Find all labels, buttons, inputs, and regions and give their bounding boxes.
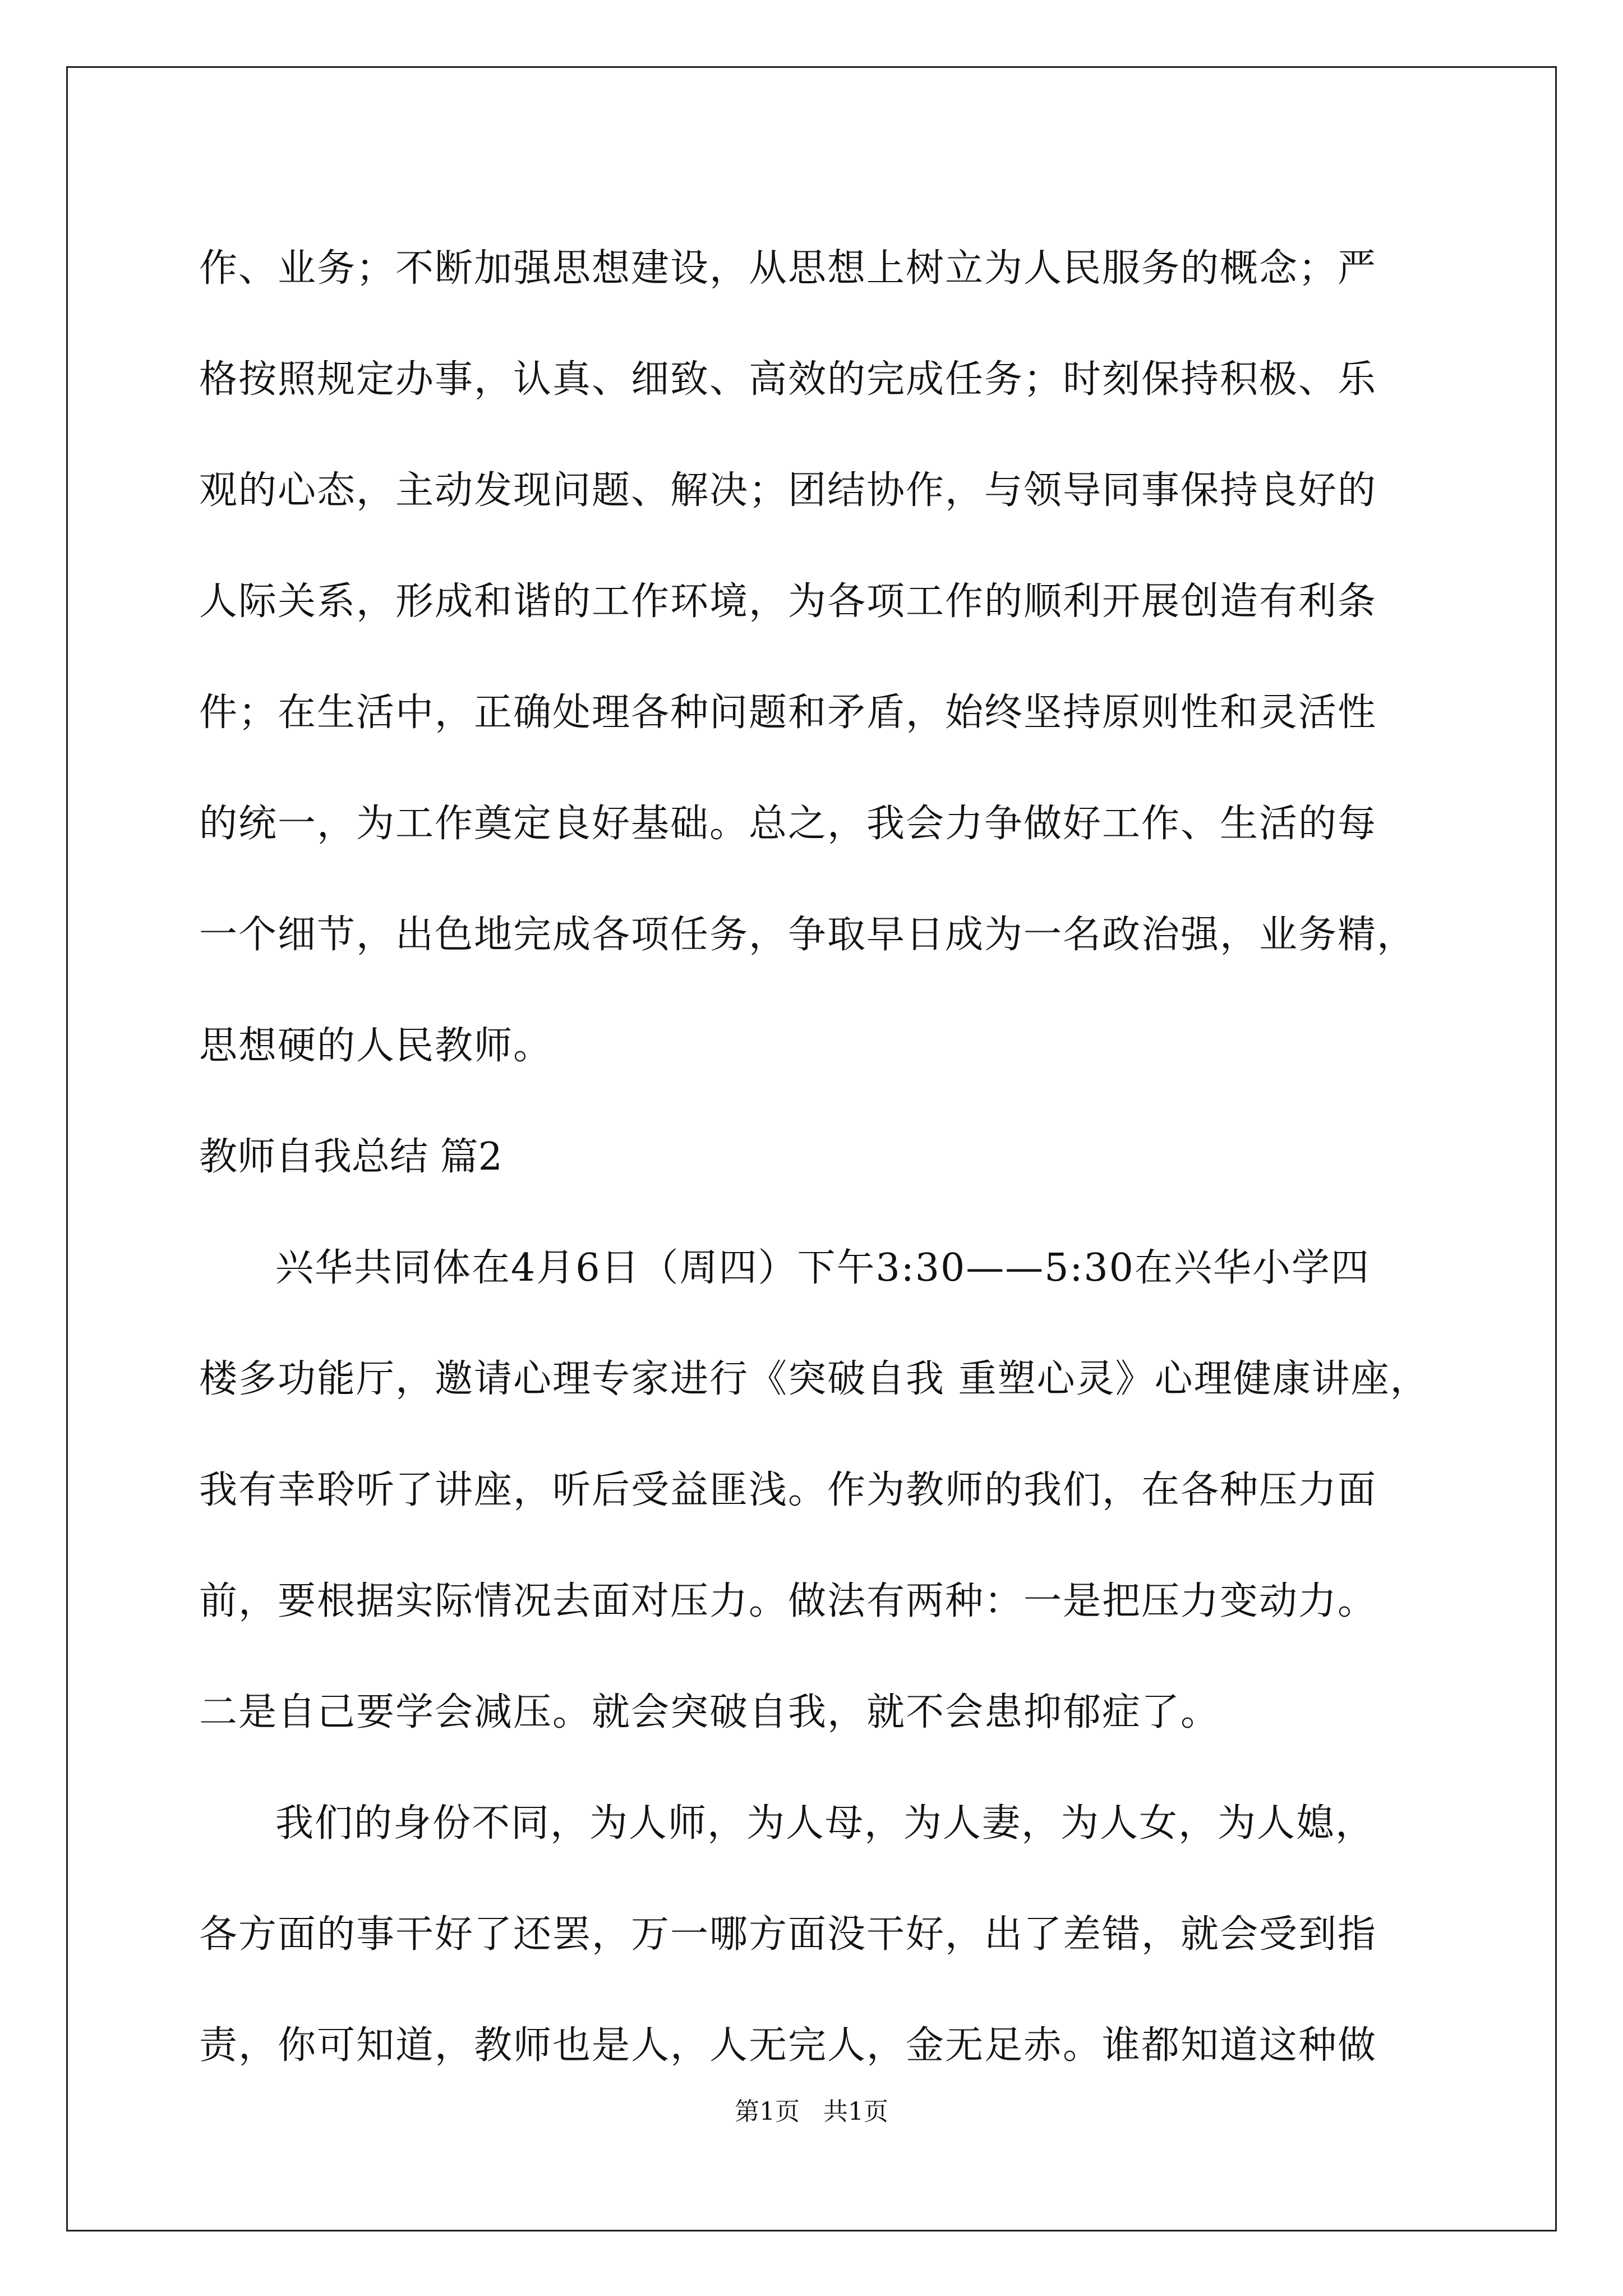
text-line: 一个细节，出色地完成各项任务，争取早日成为一名政治强，业务精， [199,913,1417,957]
text-line: 作、业务；不断加强思想建设，从思想上树立为人民服务的概念；严 [199,246,1377,291]
text-line: 前，要根据实际情况去面对压力。做法有两种：一是把压力变动力。 [199,1579,1377,1623]
text-line: 的统一，为工作奠定良好基础。总之，我会力争做好工作、生活的每 [199,802,1377,846]
paragraph-first-line: 兴华共同体在4月6日（周四）下午3:30——5:30在兴华小学四 [275,1246,1370,1290]
document-body [199,213,1478,2101]
text-line: 思想硬的人民教师。 [199,1024,553,1068]
text-line: 观的心态，主动发现问题、解决；团结协作，与领导同事保持良好的 [199,468,1377,513]
paragraph-first-line: 我们的身份不同，为人师，为人母，为人妻，为人女，为人媳， [275,1801,1375,1846]
text-line: 我有幸聆听了讲座，听后受益匪浅。作为教师的我们，在各种压力面 [199,1468,1377,1512]
text-line: 责，你可知道，教师也是人，人无完人，金无足赤。谁都知道这种做 [199,2023,1377,2068]
text-line: 各方面的事干好了还罢，万一哪方面没干好，出了差错，就会受到指 [199,1912,1377,1957]
text-line: 二是自己要学会减压。就会突破自我，就不会患抑郁症了。 [199,1690,1220,1734]
text-line: 楼多功能厅，邀请心理专家进行《突破自我 重塑心灵》心理健康讲座， [199,1357,1430,1401]
section-heading: 教师自我总结 篇2 [199,1135,502,1179]
text-line: 人际关系，形成和谐的工作环境，为各项工作的顺利开展创造有利条 [199,579,1377,624]
page-footer: 第1页 共1页 [735,2097,888,2126]
text-line: 格按照规定办事，认真、细致、高效的完成任务；时刻保持积极、乐 [199,357,1377,402]
text-line: 件；在生活中，正确处理各种问题和矛盾，始终坚持原则性和灵活性 [199,691,1377,735]
